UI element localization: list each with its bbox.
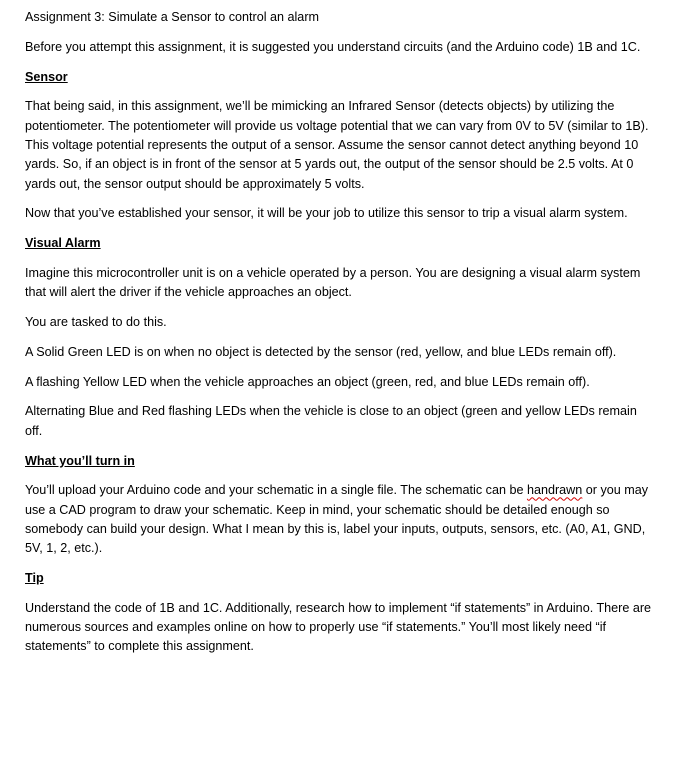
- visual-alarm-green-led: A Solid Green LED is on when no object is detected by the sensor (red, yellow, and blue LEDs remain off).: [25, 344, 617, 359]
- spellcheck-flagged-word[interactable]: handrawn: [526, 483, 583, 498]
- turn-in-paragraph: [25, 481, 655, 558]
- tip-paragraph: Understand the code of 1B and 1C. Additionally, research how to implement “if statements” in Arduino. There are numerous sources and examples online on how to properly use “if statements.” You’ll most likely need “if statements” to complete this assignment.: [25, 600, 652, 654]
- sensor-paragraph-2: Now that you’ve established your sensor, it will be your job to utilize this sensor to trip a visual alarm system.: [25, 206, 628, 221]
- turn-in-text-start: You’ll upload your Arduino code and your schematic in a single file. The schematic can be: [25, 483, 527, 498]
- visual-alarm-paragraph-1: Imagine this microcontroller unit is on a vehicle operated by a person. You are designing a visual alarm system that will alert the driver if the vehicle approaches an object.: [25, 265, 641, 300]
- visual-alarm-heading: Visual Alarm: [25, 236, 101, 251]
- document-page: [25, 8, 655, 667]
- document-title: Assignment 3: Simulate a Sensor to control an alarm: [25, 10, 319, 24]
- tip-heading: Tip: [25, 571, 44, 586]
- visual-alarm-blue-red-led: Alternating Blue and Red flashing LEDs when the vehicle is close to an object (green and yellow LEDs remain off.: [25, 404, 637, 438]
- visual-alarm-yellow-led: A flashing Yellow LED when the vehicle approaches an object (green, red, and blue LEDs remain off).: [25, 374, 590, 389]
- turn-in-text-end: or you may use a CAD program to draw your schematic. Keep in mind, your schematic should be detailed enough so somebody can build your design. What I mean by this is, label your inputs, outputs, sensors, etc. (A0, A1, GND, 5V, 1, 2, etc.).: [25, 483, 649, 556]
- sensor-heading: Sensor: [25, 69, 68, 84]
- visual-alarm-paragraph-2: You are tasked to do this.: [25, 315, 167, 330]
- intro-paragraph: Before you attempt this assignment, it is suggested you understand circuits (and the Arduino code) 1B and 1C.: [25, 39, 641, 54]
- turn-in-heading: What you’ll turn in: [25, 453, 135, 468]
- sensor-paragraph-1: That being said, in this assignment, we’ll be mimicking an Infrared Sensor (detects objects) by utilizing the potentiometer. The potentiometer will provide us voltage potential that we can vary from 0V to 5V (similar to 1B). This voltage potential represents the output of a sensor. Assume the sensor cannot detect anything beyond 10 yards. So, if an object is in front of the sensor at 5 yards out, the output of the sensor should be 2.5 volts. At 0 yards out, the sensor output should be approximately 5 volts.: [25, 99, 649, 191]
